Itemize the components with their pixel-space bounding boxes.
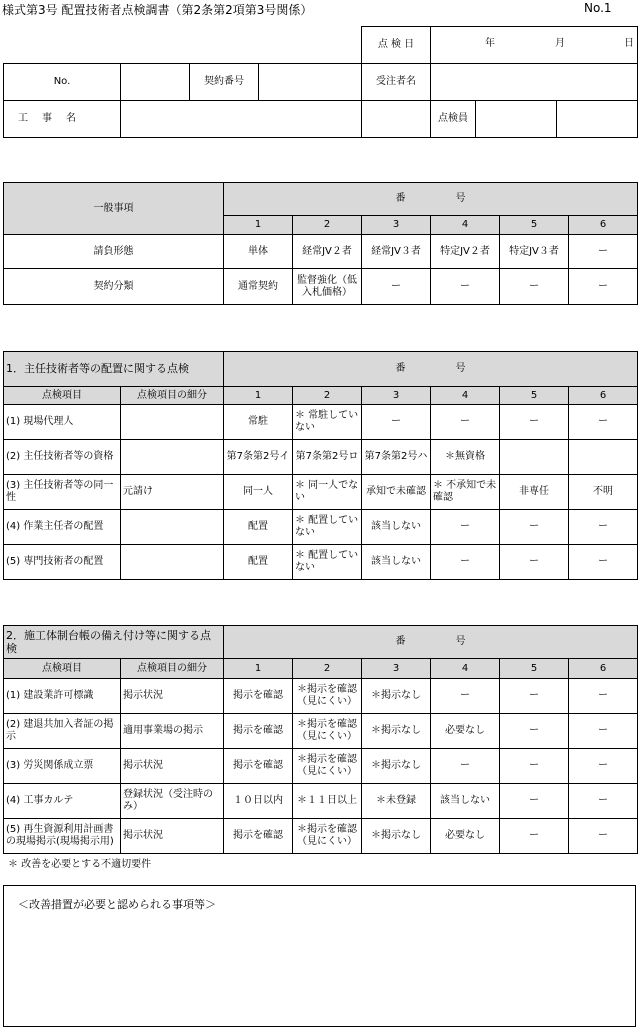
check-item: (2) 主任技術者等の資格 — [4, 440, 121, 475]
option-cell[interactable]: 該当しない — [362, 510, 431, 545]
section2-col-3: 3 — [362, 659, 431, 679]
option-cell[interactable]: 配置 — [224, 545, 293, 580]
inspection-date-label: 点 検 日 — [362, 27, 431, 64]
date-day: 日 — [624, 38, 634, 49]
general-col-4: 4 — [431, 216, 500, 235]
section1-item-header: 点検項目 — [4, 387, 121, 405]
general-title: 一般事項 — [4, 183, 224, 235]
option-cell[interactable]: ー — [500, 545, 569, 580]
option-cell[interactable]: ＊ 常駐していない — [293, 405, 362, 440]
option-cell[interactable]: 必要なし — [431, 714, 500, 749]
section1-title: 1．主任技術者等の配置に関する点検 — [4, 352, 224, 387]
check-item-detail: 掲示状況 — [121, 819, 224, 854]
option-cell[interactable]: 不明 — [569, 475, 638, 510]
check-item-detail: 掲示状況 — [121, 749, 224, 784]
option-cell[interactable]: ＊ 配置していない — [293, 545, 362, 580]
check-item-detail: 元請け — [121, 475, 224, 510]
option-cell[interactable]: ー — [569, 784, 638, 819]
option-cell[interactable] — [500, 440, 569, 475]
section1-number-header: 番 号 — [224, 352, 638, 387]
option-cell[interactable]: 承知で未確認 — [362, 475, 431, 510]
option-cell[interactable] — [569, 440, 638, 475]
check-item-detail — [121, 440, 224, 475]
option-cell[interactable]: ー — [500, 405, 569, 440]
section1-detail-header: 点検項目の細分 — [121, 387, 224, 405]
remarks-box[interactable] — [3, 885, 636, 1027]
option-cell[interactable]: ー — [500, 784, 569, 819]
section2-col-5: 5 — [500, 659, 569, 679]
option-cell[interactable]: ＊ 同一人でない — [293, 475, 362, 510]
general-number-header: 番 号 — [224, 183, 638, 216]
option-cell[interactable]: 該当しない — [431, 784, 500, 819]
option-cell[interactable]: ー — [500, 714, 569, 749]
contractor-field[interactable] — [431, 64, 638, 101]
option-cell[interactable]: ー — [431, 510, 500, 545]
check-item-detail — [121, 510, 224, 545]
general-table — [3, 182, 638, 305]
table-row — [4, 784, 638, 819]
option-cell[interactable]: 配置 — [224, 510, 293, 545]
option-cell[interactable]: 掲示を確認 — [224, 749, 293, 784]
general-cell[interactable]: 監督強化（低入札価格） — [293, 269, 362, 305]
section1-col-3: 3 — [362, 387, 431, 405]
option-cell[interactable]: 第7条第2号イ — [224, 440, 293, 475]
option-cell[interactable]: 該当しない — [362, 545, 431, 580]
option-cell[interactable]: ＊掲示なし — [362, 819, 431, 854]
section2-number-header: 番 号 — [224, 626, 638, 659]
section1-col-6: 6 — [569, 387, 638, 405]
section1-col-2: 2 — [293, 387, 362, 405]
work-name-label: 工 事 名 — [4, 101, 121, 138]
option-cell[interactable]: 第7条第2号ロ — [293, 440, 362, 475]
option-cell[interactable]: ー — [500, 819, 569, 854]
section2-col-4: 4 — [431, 659, 500, 679]
option-cell[interactable]: 掲示を確認 — [224, 819, 293, 854]
check-item-detail: 適用事業場の掲示 — [121, 714, 224, 749]
inspection-date-field[interactable] — [431, 27, 638, 64]
check-item: (5) 再生資源利用計画書の現場掲示(現場掲示用) — [4, 819, 121, 854]
inspector-field-1[interactable] — [476, 101, 557, 138]
option-cell[interactable]: ＊未登録 — [362, 784, 431, 819]
option-cell[interactable]: ー — [431, 679, 500, 714]
option-cell[interactable]: ー — [569, 749, 638, 784]
section1-col-4: 4 — [431, 387, 500, 405]
option-cell[interactable]: ー — [569, 714, 638, 749]
inspector-field-2[interactable] — [557, 101, 638, 138]
general-cell[interactable]: ー — [431, 269, 500, 305]
general-cell[interactable]: 経常JV２者 — [293, 235, 362, 269]
table-row — [4, 440, 638, 475]
form-title: 様式第3号 配置技術者点検調書（第2条第2項第3号関係） — [2, 3, 313, 17]
option-cell[interactable]: ＊ 不承知で未確認 — [431, 475, 500, 510]
option-cell[interactable]: ー — [569, 405, 638, 440]
option-cell[interactable]: ー — [362, 405, 431, 440]
option-cell[interactable]: ＊掲示を確認（見にくい） — [293, 819, 362, 854]
general-col-1: 1 — [224, 216, 293, 235]
table-row — [4, 679, 638, 714]
table-row — [4, 510, 638, 545]
section1-col-5: 5 — [500, 387, 569, 405]
check-item: (3) 労災関係成立票 — [4, 749, 121, 784]
section1-col-1: 1 — [224, 387, 293, 405]
general-col-5: 5 — [500, 216, 569, 235]
option-cell[interactable]: 非専任 — [500, 475, 569, 510]
option-cell[interactable]: ー — [569, 679, 638, 714]
option-cell[interactable]: ＊１１日以上 — [293, 784, 362, 819]
section2-table — [3, 625, 638, 854]
general-cell[interactable]: ー — [500, 269, 569, 305]
section2-col-2: 2 — [293, 659, 362, 679]
option-cell[interactable]: 必要なし — [431, 819, 500, 854]
general-col-6: 6 — [569, 216, 638, 235]
general-cell[interactable]: 単体 — [224, 235, 293, 269]
contract-no-field[interactable] — [259, 64, 362, 101]
remarks-label: ＜改善措置が必要と認められる事項等＞ — [18, 898, 216, 911]
general-row-label: 請負形態 — [4, 235, 224, 269]
option-cell[interactable]: ＊掲示を確認（見にくい） — [293, 749, 362, 784]
header-info-table — [3, 26, 638, 138]
option-cell[interactable]: ＊掲示なし — [362, 749, 431, 784]
option-cell[interactable]: ー — [500, 749, 569, 784]
general-cell[interactable]: ー — [362, 269, 431, 305]
date-year: 年 — [485, 38, 495, 49]
option-cell[interactable]: 第7条第2号ハ — [362, 440, 431, 475]
no-label: No. — [4, 64, 121, 101]
check-item-detail — [121, 405, 224, 440]
option-cell[interactable]: １０日以内 — [224, 784, 293, 819]
option-cell[interactable]: ー — [431, 545, 500, 580]
section2-title: 2．施工体制台帳の備え付け等に関する点検 — [4, 626, 224, 659]
table-row — [4, 475, 638, 510]
footnote: ＊ 改善を必要とする不適切要件 — [8, 859, 152, 870]
inspector-label: 点検員 — [431, 101, 476, 138]
option-cell[interactable]: ー — [500, 510, 569, 545]
option-cell[interactable]: ＊掲示なし — [362, 679, 431, 714]
contract-no-label: 契約番号 — [190, 64, 259, 101]
option-cell[interactable]: ＊掲示を確認（見にくい） — [293, 714, 362, 749]
option-cell[interactable]: 掲示を確認 — [224, 679, 293, 714]
date-month: 月 — [555, 38, 565, 49]
option-cell[interactable]: ー — [569, 510, 638, 545]
option-cell[interactable]: ー — [431, 749, 500, 784]
table-row — [4, 714, 638, 749]
general-cell[interactable]: 通常契約 — [224, 269, 293, 305]
section1-table — [3, 351, 638, 580]
option-cell[interactable]: ー — [569, 545, 638, 580]
general-col-3: 3 — [362, 216, 431, 235]
check-item-detail: 掲示状況 — [121, 679, 224, 714]
general-col-2: 2 — [293, 216, 362, 235]
section2-col-1: 1 — [224, 659, 293, 679]
check-item: (3) 主任技術者等の同一性 — [4, 475, 121, 510]
option-cell[interactable]: 同一人 — [224, 475, 293, 510]
work-name-field[interactable] — [121, 101, 362, 138]
contractor-label: 受注者名 — [362, 64, 431, 101]
check-item: (2) 建退共加入者証の掲示 — [4, 714, 121, 749]
general-row-label: 契約分類 — [4, 269, 224, 305]
check-item: (4) 作業主任者の配置 — [4, 510, 121, 545]
table-row — [4, 819, 638, 854]
no-field[interactable] — [121, 64, 190, 101]
option-cell[interactable]: ＊掲示なし — [362, 714, 431, 749]
table-row — [4, 405, 638, 440]
option-cell[interactable]: ー — [569, 819, 638, 854]
general-cell[interactable]: 経常JV３者 — [362, 235, 431, 269]
check-item: (1) 現場代理人 — [4, 405, 121, 440]
check-item: (1) 建設業許可標識 — [4, 679, 121, 714]
general-cell[interactable]: ー — [569, 269, 638, 305]
table-row — [4, 749, 638, 784]
section2-detail-header: 点検項目の細分 — [121, 659, 224, 679]
option-cell[interactable]: ＊無資格 — [431, 440, 500, 475]
general-cell[interactable]: 特定JV３者 — [500, 235, 569, 269]
option-cell[interactable]: ー — [500, 679, 569, 714]
check-item-detail — [121, 545, 224, 580]
option-cell[interactable]: 掲示を確認 — [224, 714, 293, 749]
option-cell[interactable]: 常駐 — [224, 405, 293, 440]
option-cell[interactable]: ー — [431, 405, 500, 440]
general-cell[interactable]: ー — [569, 235, 638, 269]
section2-col-6: 6 — [569, 659, 638, 679]
page-number: No.1 — [584, 1, 612, 15]
section2-item-header: 点検項目 — [4, 659, 121, 679]
check-item: (4) 工事カルテ — [4, 784, 121, 819]
option-cell[interactable]: ＊ 配置していない — [293, 510, 362, 545]
table-row — [4, 545, 638, 580]
option-cell[interactable]: ＊掲示を確認（見にくい） — [293, 679, 362, 714]
general-cell[interactable]: 特定JV２者 — [431, 235, 500, 269]
check-item: (5) 専門技術者の配置 — [4, 545, 121, 580]
check-item-detail: 登録状況（受注時のみ） — [121, 784, 224, 819]
